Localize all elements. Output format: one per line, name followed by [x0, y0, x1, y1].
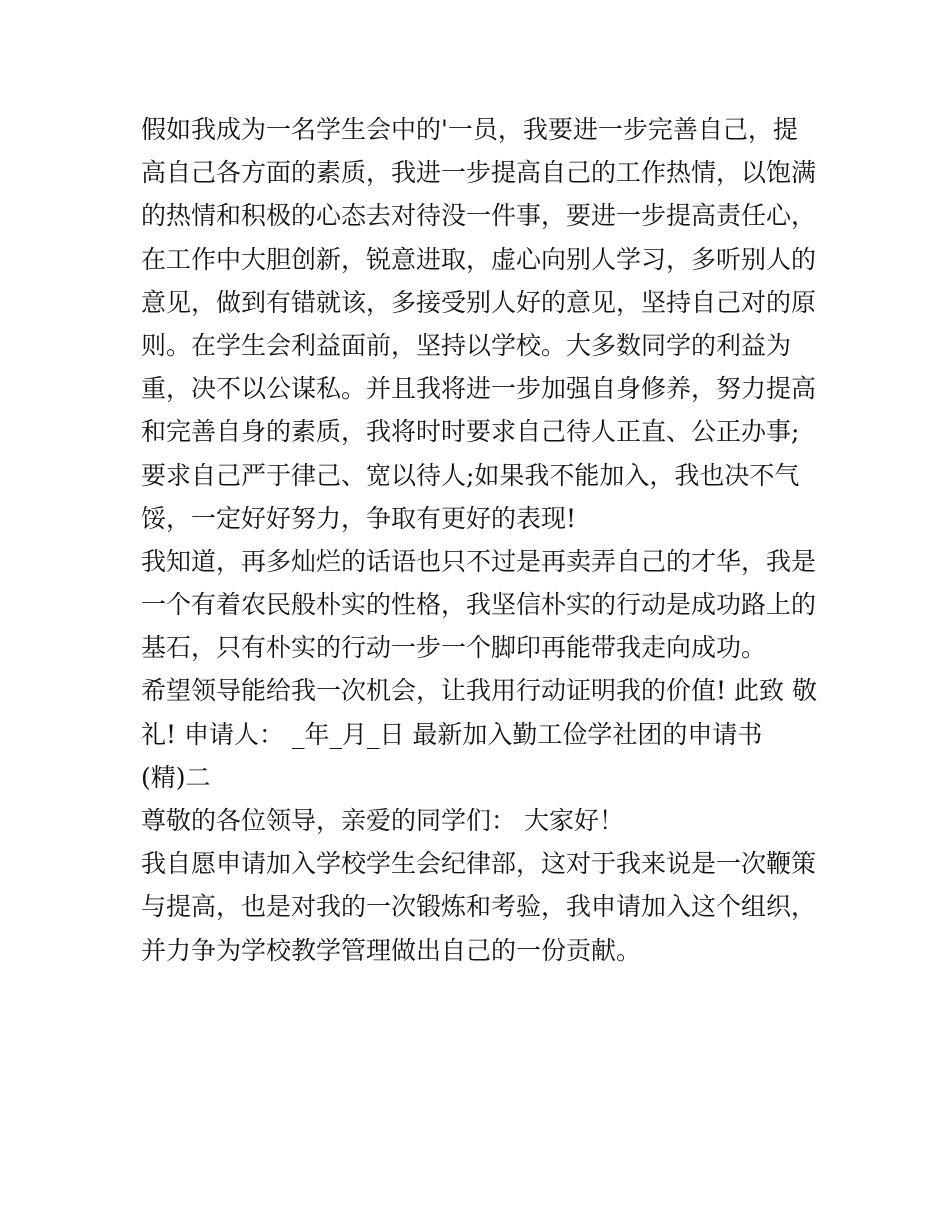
text-line: 则。在学生会利益面前，坚持以学校。大多数同学的利益为 [141, 330, 792, 360]
text-line: 我自愿申请加入学校学生会纪律部，这对于我来说是一次鞭策 [141, 849, 817, 879]
text-line: 礼! 申请人： _年_月_日 最新加入勤工俭学社团的申请书 [141, 719, 763, 749]
text-line: 在工作中大胆创新，锐意进取，虚心向别人学习，多听别人的 [141, 244, 817, 274]
document-body [141, 108, 821, 972]
text-line: 高自己各方面的素质，我进一步提高自己的工作热情，以饱满 [141, 158, 817, 188]
text-line: 基石，只有朴实的行动一步一个脚印再能带我走向成功。 [141, 633, 767, 663]
text-line: 馁，一定好好努力，争取有更好的表现! [141, 503, 577, 533]
text-line: 假如我成为一名学生会中的'一员，我要进一步完善自己，提 [141, 115, 798, 144]
text-line: (精)二 [141, 762, 211, 792]
text-line: 一个有着农民般朴实的性格，我坚信朴实的行动是成功路上的 [141, 590, 817, 620]
text-line: 希望领导能给我一次机会，让我用行动证明我的价值! 此致 敬 [141, 676, 817, 706]
text-line: 与提高，也是对我的一次锻炼和考验，我申请加入这个组织， [141, 892, 817, 922]
text-line: 我知道，再多灿烂的话语也只不过是再卖弄自己的才华，我是 [141, 546, 817, 576]
text-line: 和完善自身的素质，我将时时要求自己待人正直、公正办事; [141, 417, 800, 447]
text-line: 重，决不以公谋私。并且我将进一步加强自身修养，努力提高 [141, 374, 817, 404]
text-line: 要求自己严于律己、宽以待人;如果我不能加入，我也决不气 [141, 460, 800, 490]
text-line: 尊敬的各位领导，亲爱的同学们： 大家好！ [141, 806, 624, 835]
text-line: 的热情和积极的心态去对待没一件事，要进一步提高责任心， [141, 201, 817, 231]
text-line: 意见，做到有错就该，多接受别人好的意见，坚持自己对的原 [141, 287, 817, 317]
text-line: 并力争为学校教学管理做出自己的一份贡献。 [141, 935, 642, 965]
